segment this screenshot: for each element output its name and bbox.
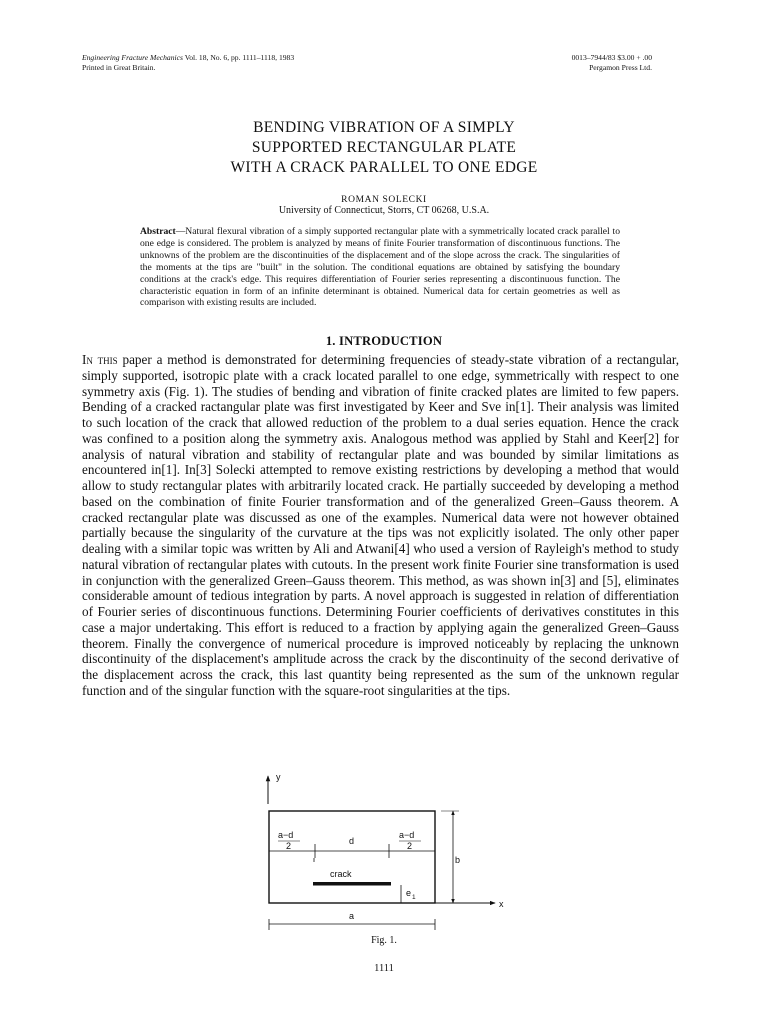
intro-text: paper a method is demonstrated for determining frequencies of steady-state vibration of a rectangular, simply supported, isotropic plate with a crack located parallel to one edge, symmetrically with respect to one symmetry axis (Fig. 1). The studies of bending and vibration of finite cracked plates are limited to few papers. Bending of a cracked ractangular plate was first investigated by Keer and Sve in[1]. Their analysis was limited to such location of the crack that allowed reduction of the problem to a dual series equation. Hence the crack was confined to a position along the symmetry axis. Analogous method was applied by Stahl and Keer[2] for analysis of natural vibration and stability of rectangular plate and was bounded by similar limitations as encountered in[1]. In[3] Solecki attempted to remove existing restrictions by developing a method that would allow to study rectangular plates with arbitrarily located crack. He partially succeeded by developing a method based on the combination of finite Fourier transformation and of the generalized Green–Gauss theorem. A cracked rectangular plate was discussed as one of the examples. Numerical data were not however obtained partially because the singularity of the curvature at the tips was not explicitly isolated. The only other paper dealing with a similar topic was written by Ali and Atwani[4] who used a version of Rayleigh's method to study natural vibration of rectangular plates with cutouts. In the present work finite Fourier sine transformation is used in conjunction with the generalized Green–Gauss theorem. This method, as was shown in[3] and [5], eliminates considerable amount of tedious integration by parts. A novel approach is suggested in relation of differentiation of Fourier series of discontinuous functions. Determining Fourier coefficients of derivatives constitutes in this case a major undertaking. This effort is reduced to a fraction by applying again the generalized Green–Gauss theorem. Finally the convergence of numerical procedure is improved noticeably by replacing the unknown discontinuity of the displacement's amplitude across the crack by the discontinuity of the second derivative of the displacement across the crack, this last quantity being represented as the sum of the unknown regular function and of the singular function with the square-root singularities at the tips.	[82, 352, 679, 698]
crack-label: crack	[330, 869, 352, 879]
journal-header	[82, 53, 294, 73]
paper-title	[0, 118, 768, 178]
label-e: e	[406, 888, 412, 898]
title-line: SUPPORTED RECTANGULAR PLATE	[251, 139, 517, 156]
figure-caption: Fig. 1.	[371, 935, 397, 946]
label-b: b	[455, 855, 461, 865]
label-a-minus-d-left: a−d	[278, 830, 294, 840]
label-d: d	[349, 836, 355, 846]
abstract-label: Abstract	[140, 226, 176, 237]
publisher-name: Pergamon Press Ltd.	[589, 63, 652, 72]
introduction-paragraph	[82, 352, 679, 699]
label-e-subscript: 1	[412, 894, 416, 901]
label-two-left: 2	[286, 841, 292, 851]
author-name: ROMAN SOLECKI	[341, 195, 427, 205]
title-line: BENDING VIBRATION OF A SIMPLY	[253, 119, 515, 136]
publisher-header	[572, 53, 652, 73]
section-heading: 1. INTRODUCTION	[325, 334, 443, 348]
y-axis-label: y	[276, 772, 281, 782]
journal-name: Engineering Fracture Mechanics	[82, 53, 183, 62]
page-number: 1111	[374, 963, 394, 974]
label-two-right: 2	[407, 841, 413, 851]
label-a: a	[349, 911, 355, 921]
abstract-text: —Natural flexural vibration of a simply supported rectangular plate with a symmetrically located crack parallel to one edge is considered. The problem is analyzed by means of finite Fourier transformation of discontinuous functions. The unknowns of the problem are the discontinuities of the displacement and of the slope across the crack. The singularities of the moments at the tips are "built" in the solution. The conditional equations are obtained by satisfying the boundary conditions at the crack's edge. This requires differentiation of Fourier series representing a discontinuous function. The characteristic equation in form of an infinite determinant is obtained. Numerical data for certain geometries as well as comparison with existing results are included.	[140, 226, 620, 309]
author-affiliation: University of Connecticut, Storrs, CT 06268, U.S.A.	[278, 205, 490, 216]
title-line: WITH A CRACK PARALLEL TO ONE EDGE	[230, 159, 538, 176]
x-axis-label: x	[499, 899, 504, 909]
figure-1	[255, 764, 515, 940]
plate-diagram	[255, 764, 515, 940]
issn-price: 0013–7944/83 $3.00 + .00	[571, 53, 652, 62]
abstract	[140, 226, 620, 309]
intro-lead-words: In this	[82, 352, 118, 367]
crack-line	[313, 882, 391, 886]
journal-citation: Vol. 18, No. 6, pp. 1111–1118, 1983	[184, 53, 295, 62]
printed-note: Printed in Great Britain.	[82, 63, 156, 72]
label-a-minus-d-right: a−d	[399, 830, 415, 840]
